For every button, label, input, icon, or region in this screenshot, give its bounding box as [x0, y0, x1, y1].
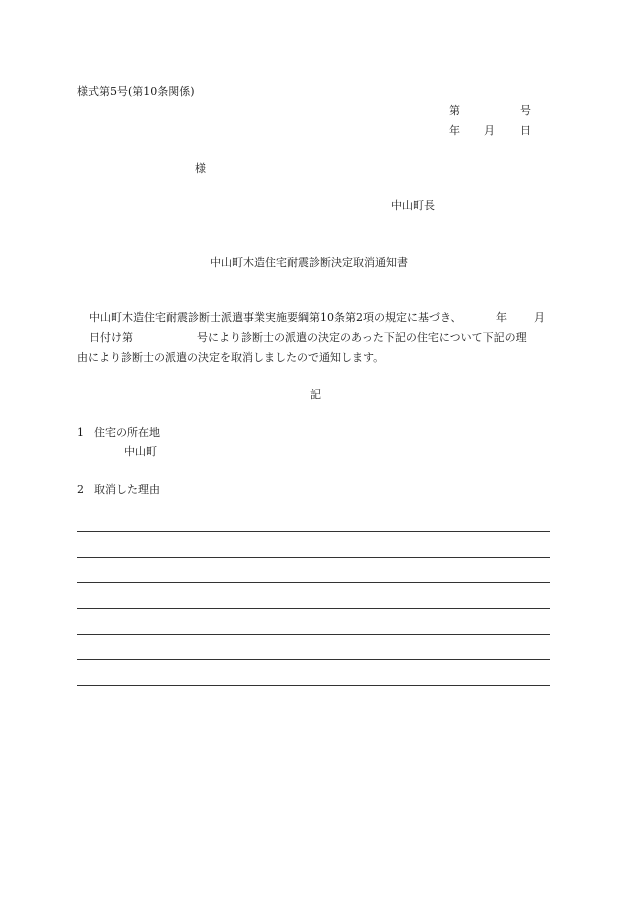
reason-line-5[interactable]	[77, 634, 550, 635]
body-line-1-year: 年	[496, 311, 507, 324]
issuer: 中山町長	[391, 199, 435, 212]
body-line-2-rest: 号により診断士の派遣の決定のあった下記の住宅について下記の理	[197, 331, 527, 344]
ki-marker: 記	[310, 388, 321, 401]
date-day: 日	[520, 124, 531, 137]
date-month: 月	[484, 124, 495, 137]
reason-line-7[interactable]	[77, 685, 550, 686]
reason-line-1[interactable]	[77, 531, 550, 532]
item-1-label: 住宅の所在地	[94, 426, 160, 439]
ref-number-suffix: 号	[520, 104, 531, 117]
body-line-3: 由により診断士の派遣の決定を取消しましたので通知します。	[77, 351, 385, 364]
item-1-value: 中山町	[124, 445, 157, 458]
document-title: 中山町木造住宅耐震診断決定取消通知書	[210, 256, 408, 269]
date-year: 年	[449, 124, 460, 137]
body-line-1: 中山町木造住宅耐震診断士派遣事業実施要綱第10条第2項の規定に基づき、	[89, 311, 462, 324]
item-1-number: 1	[77, 426, 84, 439]
ref-number-prefix: 第	[449, 104, 460, 117]
addressee-suffix: 様	[195, 162, 206, 175]
item-2-label: 取消した理由	[94, 483, 160, 496]
body-line-1-month: 月	[534, 311, 545, 324]
reason-line-6[interactable]	[77, 659, 550, 660]
reason-line-4[interactable]	[77, 608, 550, 609]
reason-line-2[interactable]	[77, 557, 550, 558]
reason-line-3[interactable]	[77, 582, 550, 583]
item-2-number: 2	[77, 483, 84, 496]
form-label: 様式第5号(第10条関係)	[77, 85, 195, 98]
body-line-2-start: 日付け第	[89, 331, 133, 344]
